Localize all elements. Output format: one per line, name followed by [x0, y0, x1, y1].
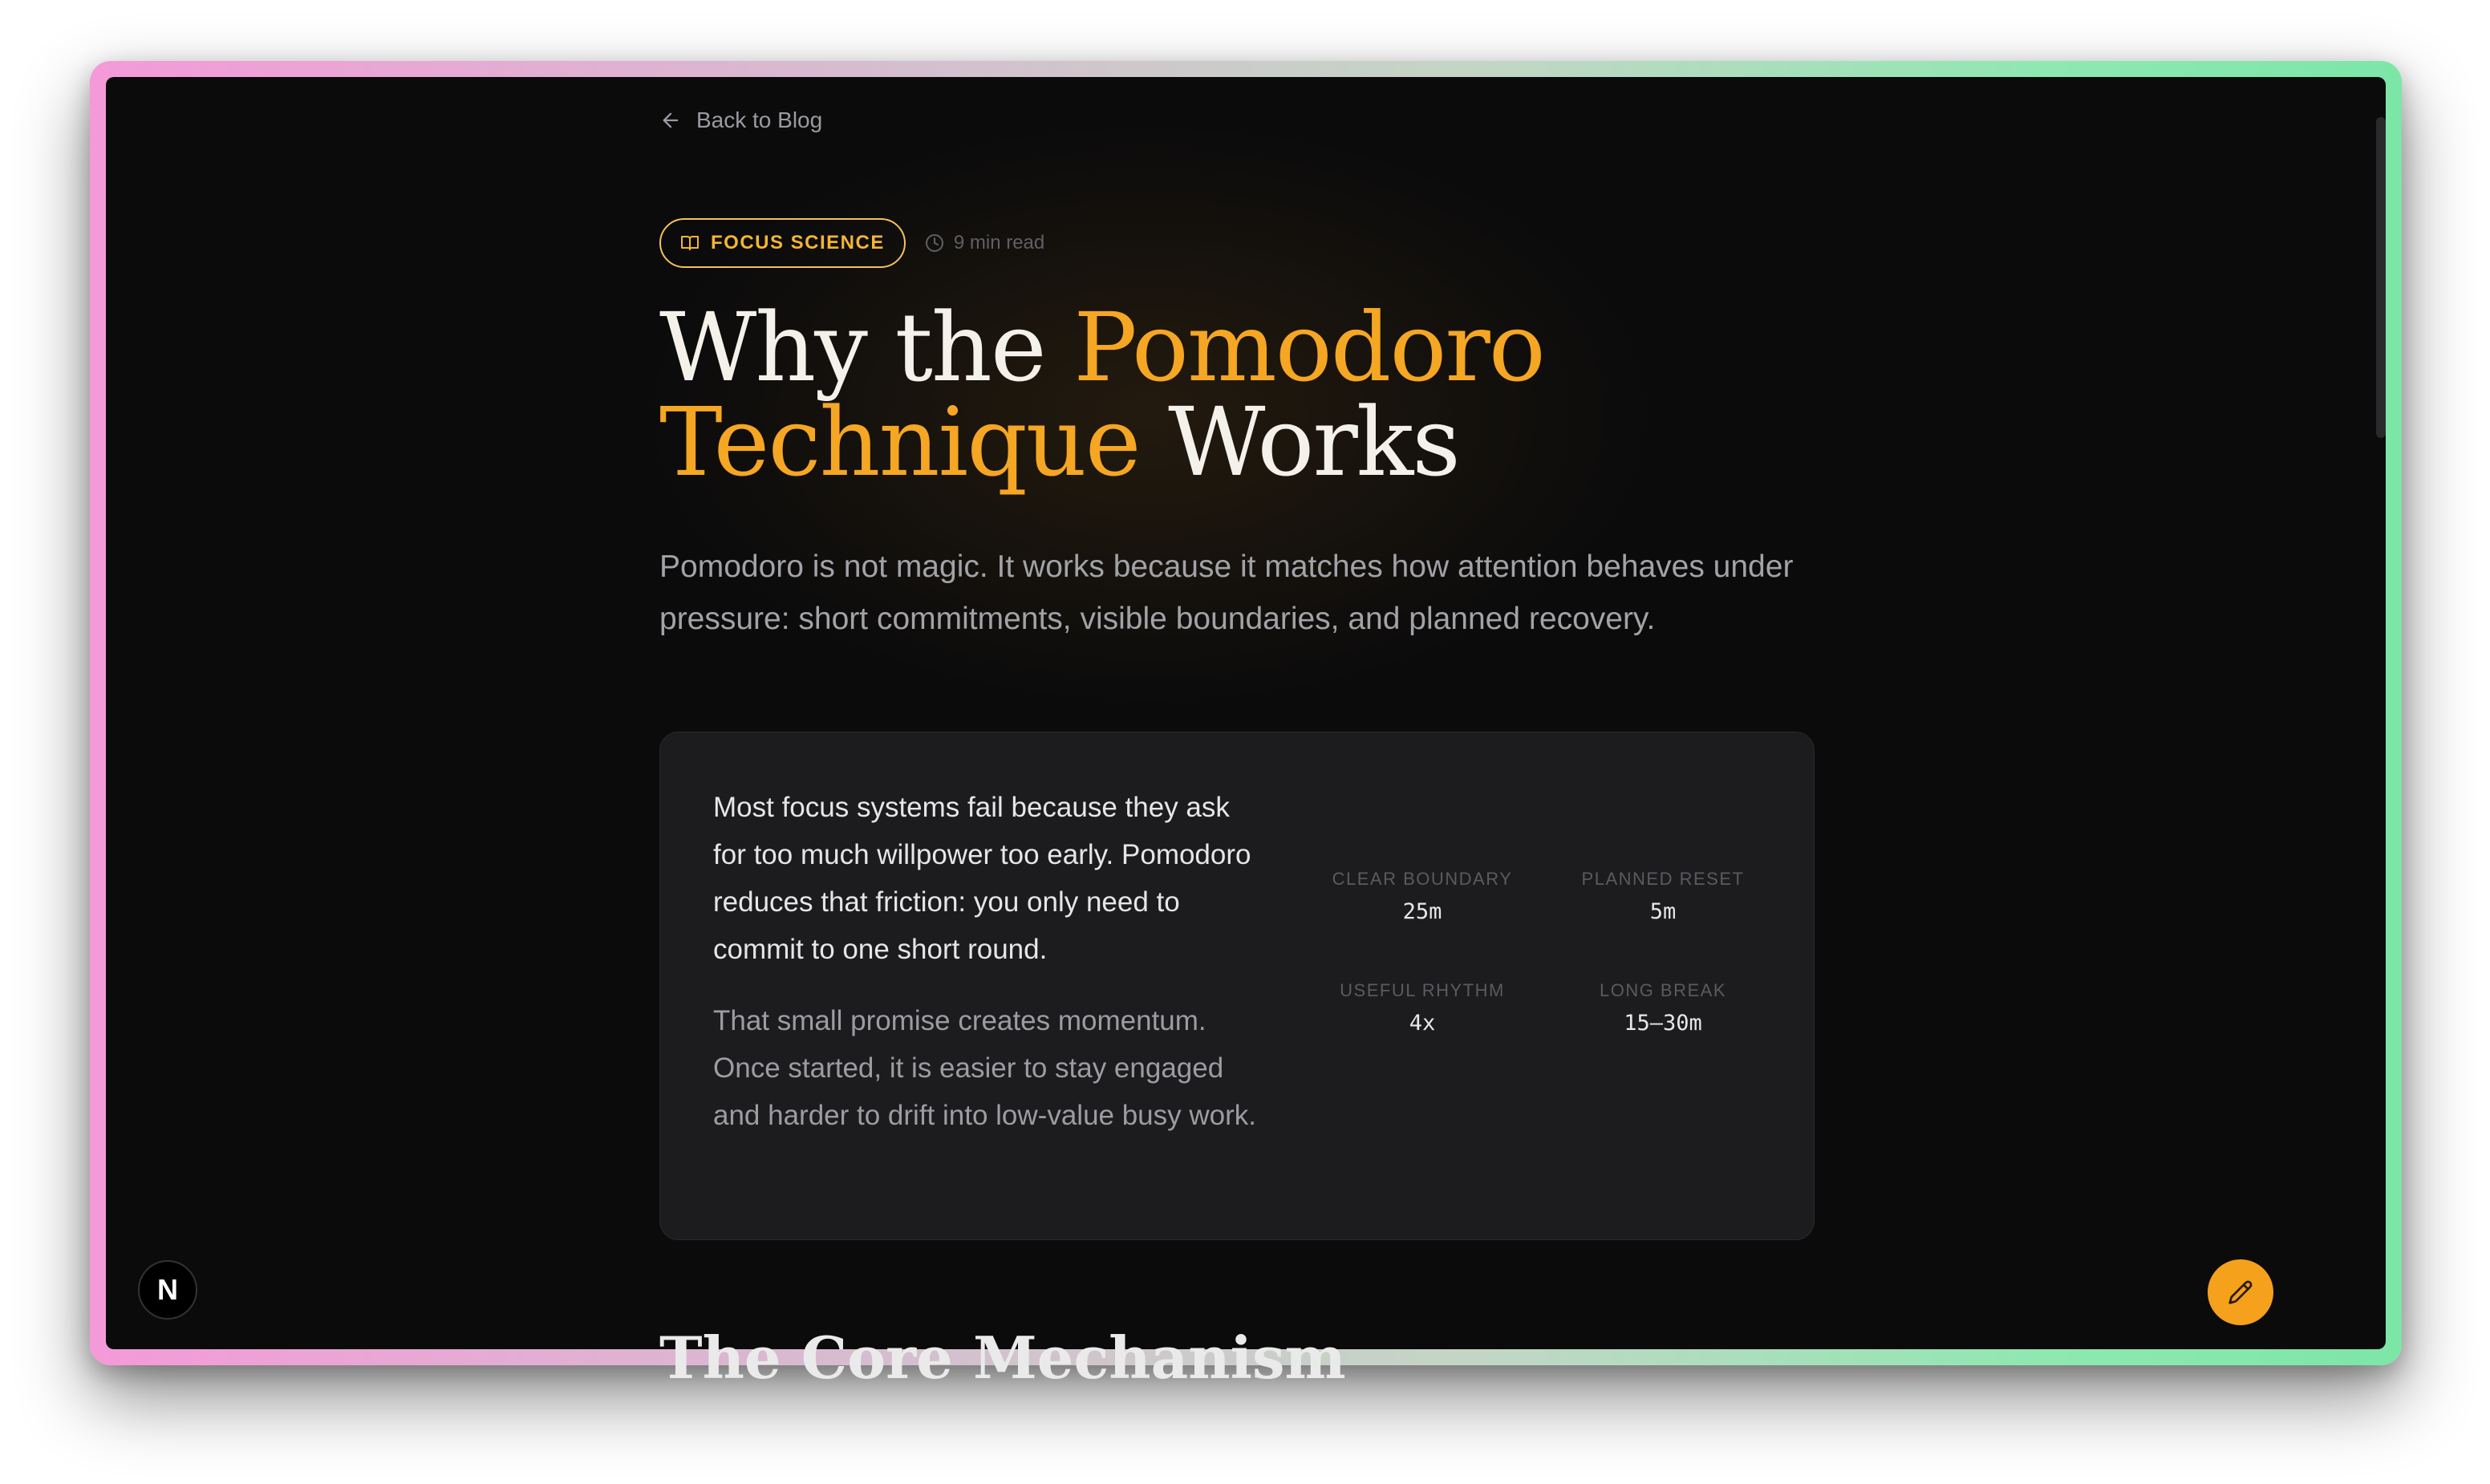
summary-paragraph-1: Most focus systems fail because they ask for too much willpower too early. Pomodoro reduces that friction: you only need to commit to one short round. [713, 792, 1251, 965]
nextjs-logo-letter: N [157, 1273, 178, 1306]
summary-card [659, 732, 1815, 1240]
stat-item [1543, 980, 1783, 1036]
window-frame [90, 61, 2402, 1392]
read-time-label: 9 min read [953, 232, 1045, 253]
title-accent-2: Technique [659, 387, 1140, 497]
scrollbar-thumb[interactable] [2376, 117, 2386, 438]
title-part-1: Why the [659, 292, 1074, 403]
arrow-left-icon [659, 109, 682, 132]
category-tag[interactable] [659, 218, 906, 268]
stat-value: 15–30m [1624, 1011, 1702, 1036]
clock-icon [925, 233, 944, 253]
title-part-4: Works [1139, 387, 1459, 497]
article-meta [659, 218, 1044, 268]
stat-label: PLANNED RESET [1581, 869, 1745, 889]
stat-label: CLEAR BOUNDARY [1332, 869, 1513, 889]
read-time [925, 232, 1044, 254]
summary-card-text [713, 784, 1267, 1139]
summary-paragraph-2: That small promise creates momentum. Once started, it is easier to stay engaged and harder to drift into low-value busy work. [713, 1005, 1256, 1131]
scrollbar[interactable] [2373, 117, 2386, 438]
back-to-blog-link[interactable] [659, 107, 822, 133]
nextjs-dev-badge[interactable] [138, 1260, 197, 1320]
title-accent-1: Pomodoro [1073, 292, 1544, 403]
stat-item [1543, 869, 1783, 924]
stat-value: 4x [1409, 1011, 1436, 1036]
book-open-icon [680, 233, 700, 253]
stat-label: LONG BREAK [1599, 980, 1727, 1000]
pencil-icon [2228, 1279, 2253, 1305]
stat-item [1302, 980, 1543, 1036]
stat-item [1302, 869, 1543, 924]
article-lede: Pomodoro is not magic. It works because it matches how attention behaves under pressure: short commitments, visible boundaries, and planned recovery. [659, 549, 1794, 636]
stat-value: 5m [1649, 899, 1677, 924]
stats-grid [1302, 869, 1783, 1036]
edit-button[interactable] [2208, 1259, 2273, 1325]
browser-viewport [106, 77, 2386, 1392]
stat-label: USEFUL RHYTHM [1340, 980, 1505, 1000]
article-title [659, 292, 1702, 497]
section-heading: The Core Mechanism [659, 1324, 1346, 1392]
back-link-label: Back to Blog [696, 107, 823, 132]
category-tag-label: FOCUS SCIENCE [711, 232, 885, 253]
stat-value: 25m [1402, 899, 1442, 924]
